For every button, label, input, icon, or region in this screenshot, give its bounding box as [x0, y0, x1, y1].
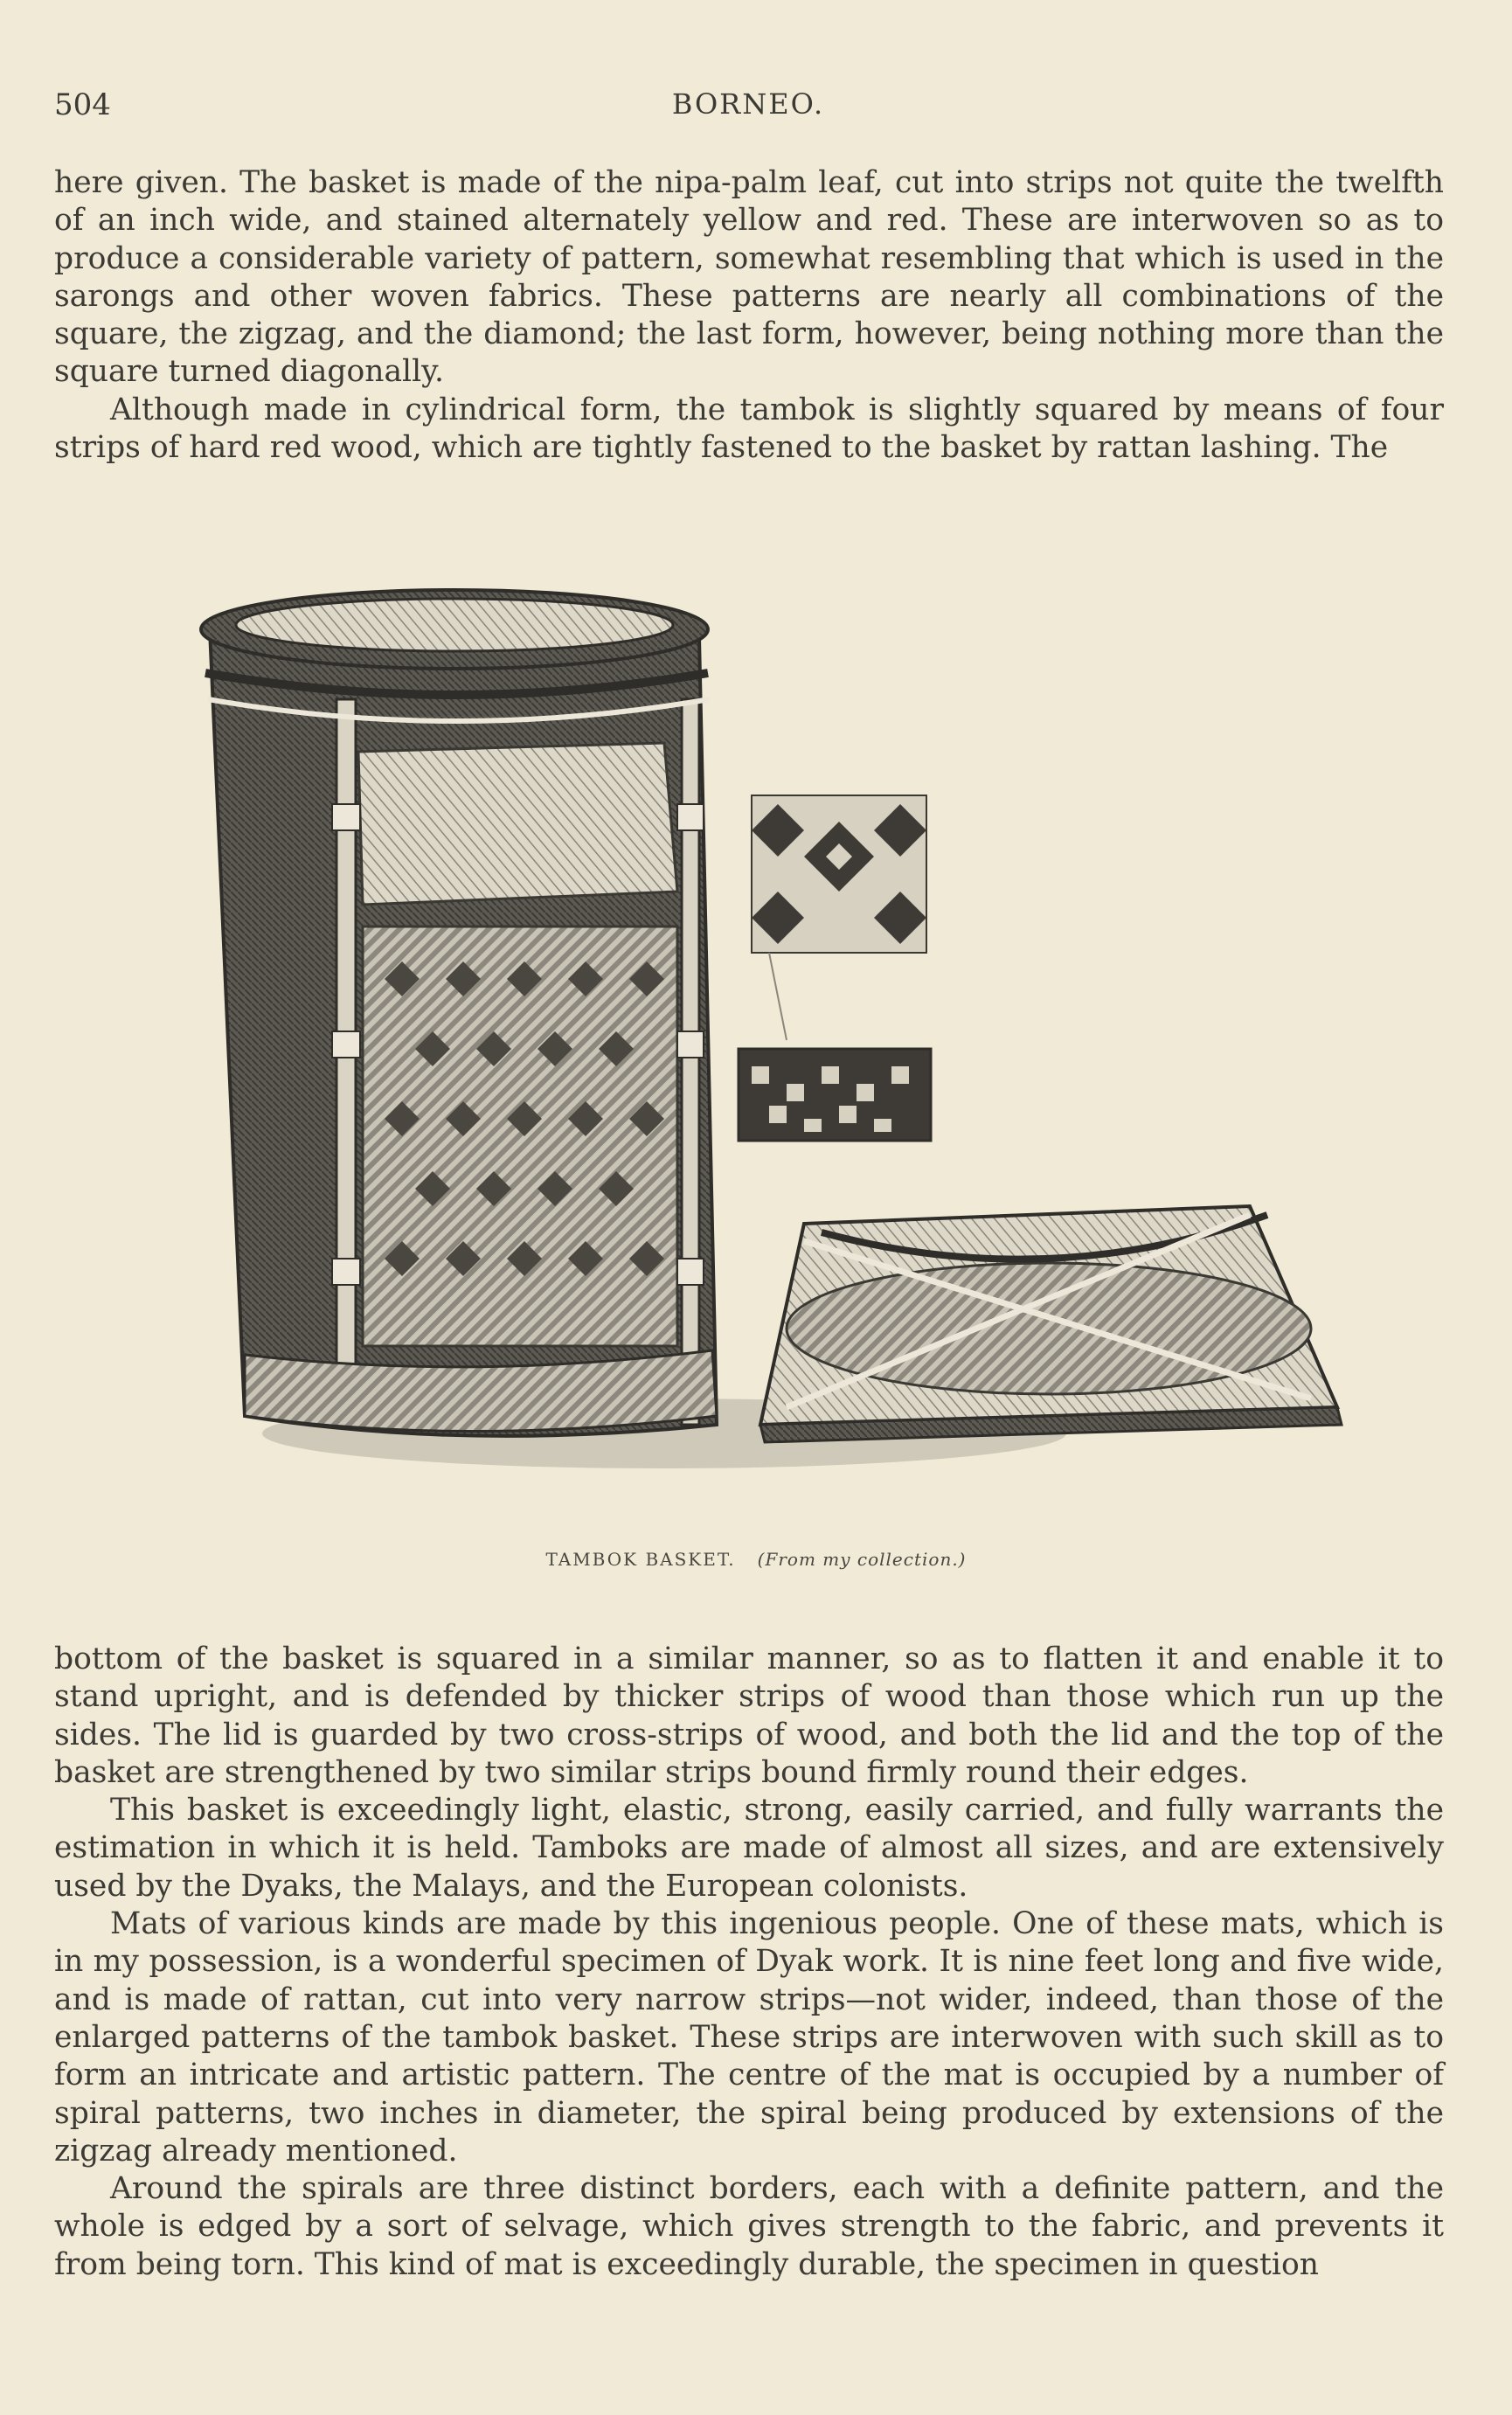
page-header — [54, 87, 1442, 131]
paragraph: Mats of various kinds are made by this ingenious people. One of these mats, which is in my possession, is a wonderful specimen of Dyak work. It is nine feet long and five wide, and is made of rattan, cut into very narrow strips—not wider, indeed, than those of the enlarged patterns of the tambok basket. These strips are interwoven with such skill as to form an intricate and artistic pattern. The centre of the mat is occupied by a number of spiral patterns, two inches in diameter, the spiral being produced by extensions of the zigzag already mentioned. — [54, 1906, 1444, 2169]
paragraph: bottom of the basket is squared in a similar manner, so as to flatten it and enable it to stand upright, and is defended by thicker strips of wood than those which run up the sides. The lid is guarded by two cross-strips of wood, and both the lid and the top of the basket are strengthened by two similar strips bound firmly round their edges. — [54, 1641, 1444, 1790]
caption-note: (From my collection.) — [757, 1549, 967, 1570]
paragraph: here given. The basket is made of the nipa-palm leaf, cut into strips not quite the twelfth of an inch wide, and stained alternately yellow and red. These are interwoven so as to produce a considerable variety of pattern, somewhat resembling that which is used in the sarongs and other woven fabrics. These patterns are nearly all combinations of the square, the zigzag, and the diamond; the last form, however, being nothing more than the square turned diagonally. — [54, 165, 1444, 390]
enlarged-pattern-diamond — [752, 795, 926, 953]
paragraph: This basket is exceedingly light, elastic, strong, easily carried, and fully warrants the estimation in which it is held. Tamboks are made of almost all sizes, and are extensively used by the Dyaks, the Malays, and the European colonists. — [54, 1793, 1444, 1904]
figure-caption — [0, 1549, 1512, 1570]
caption-title: TAMBOK BASKET. — [545, 1549, 736, 1570]
enlarged-pattern-zigzag — [739, 1049, 931, 1141]
running-head: BORNEO. — [671, 87, 825, 121]
top-text-block — [54, 164, 1444, 467]
paragraph: Although made in cylindrical form, the tambok is slightly squared by means of four strips of hard red wood, which are tightly fastened to the basket by rattan lashing. The — [54, 392, 1444, 466]
bottom-text-block — [54, 1641, 1444, 2284]
paragraph: Around the spirals are three distinct borders, each with a definite pattern, and the whole is edged by a sort of selvage, which gives strength to the fabric, and prevents it from being torn. This kind of mat is exceedingly durable, the specimen in question — [54, 2171, 1444, 2282]
basket-lid — [760, 1206, 1342, 1442]
basket-body — [210, 614, 717, 1436]
tambok-basket-illustration — [175, 542, 1398, 1565]
page-number: 504 — [54, 87, 111, 122]
